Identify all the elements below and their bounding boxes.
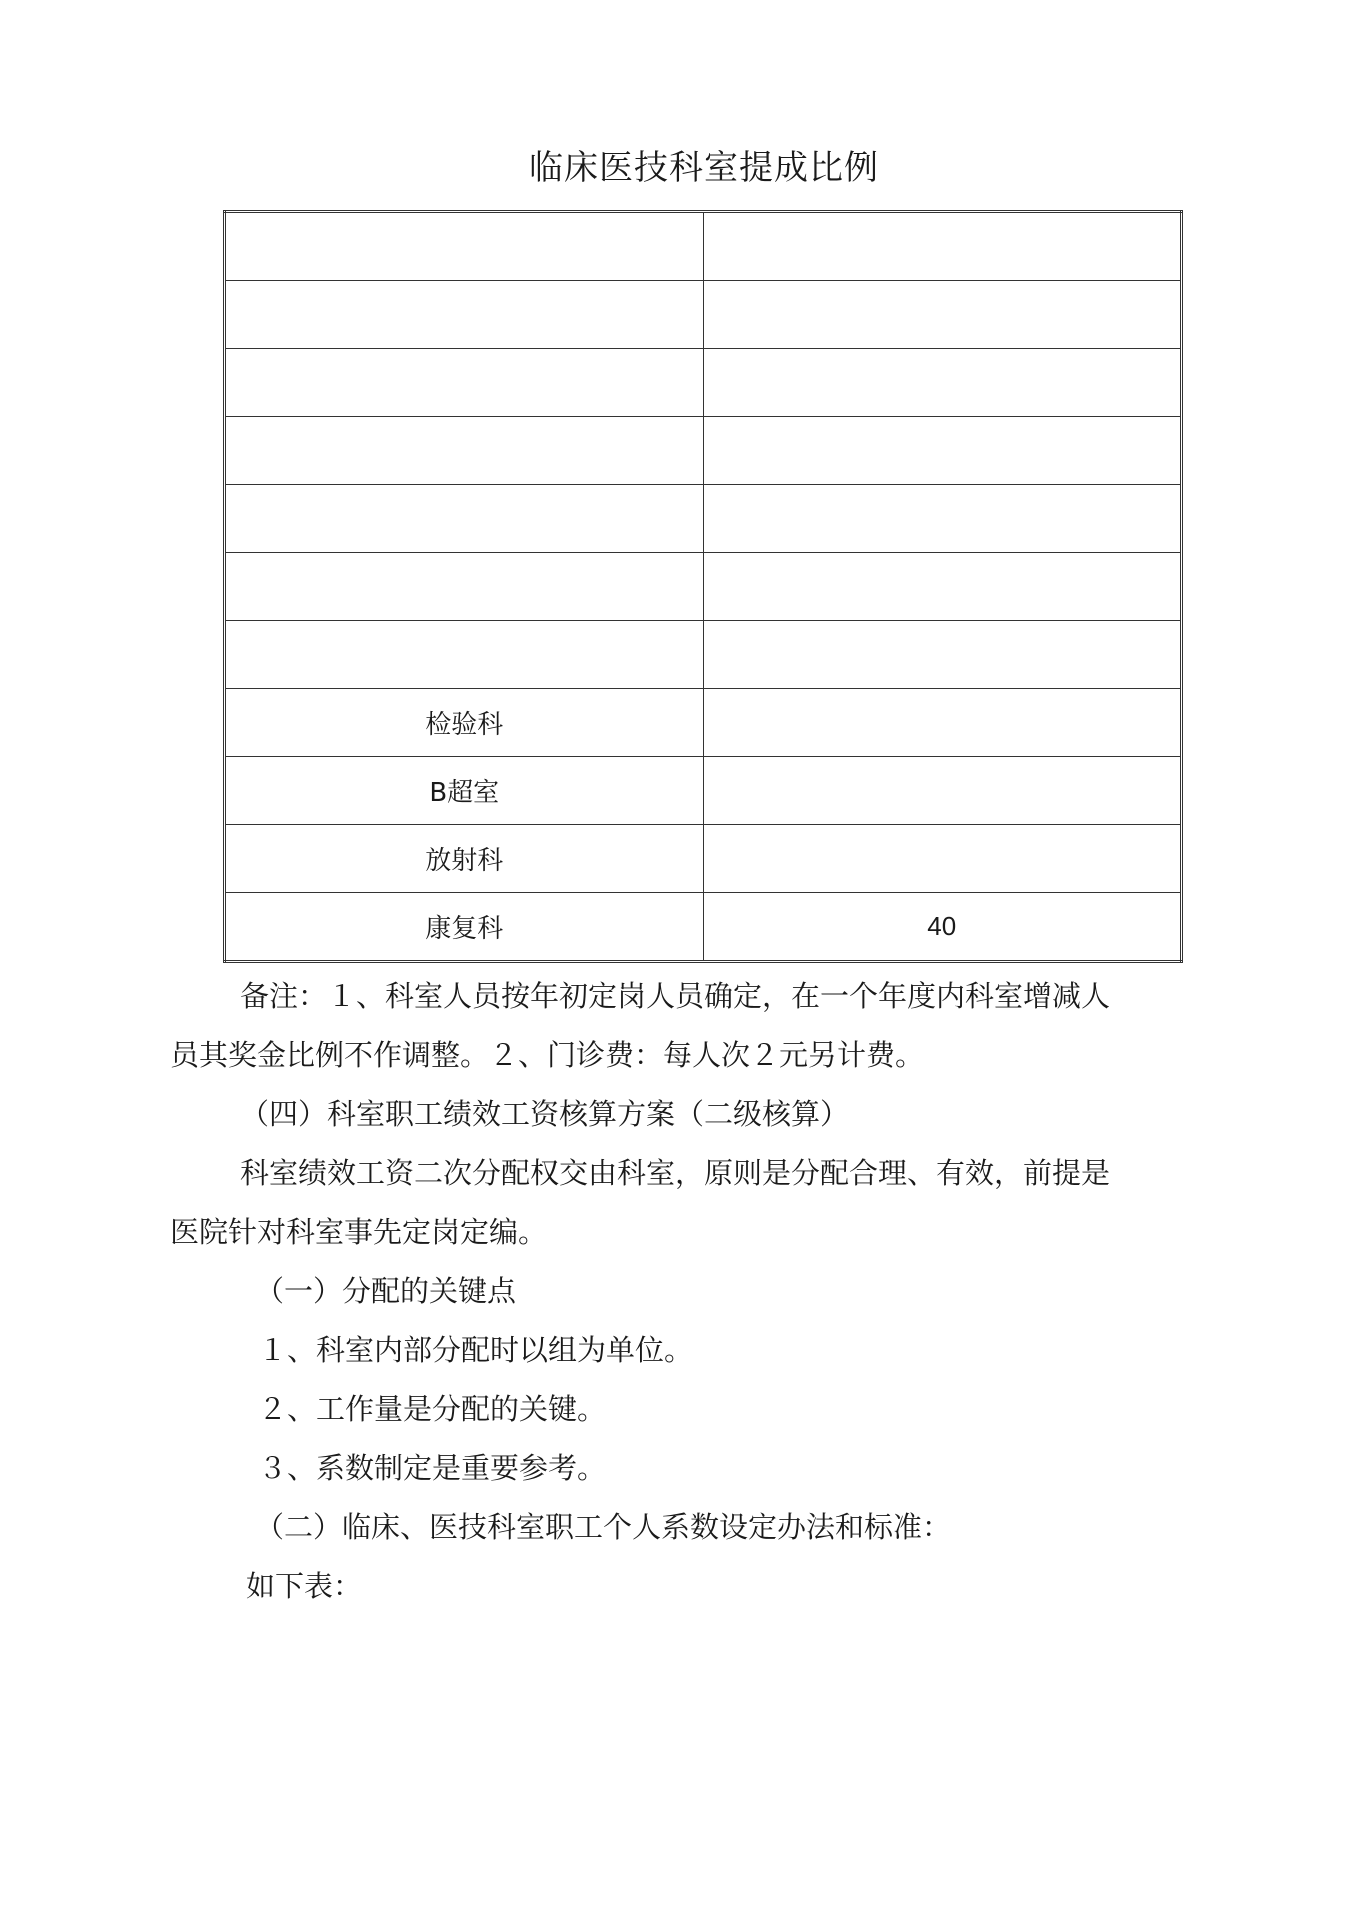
list-item-1: １、科室内部分配时以组为单位。 [258, 1333, 694, 1367]
table-row [225, 757, 1182, 825]
dept-cell [225, 281, 704, 349]
table-row [225, 553, 1182, 621]
dept-cell [225, 553, 704, 621]
ratio-cell [703, 621, 1182, 689]
dept-cell: B超室 [225, 757, 704, 825]
table-row [225, 485, 1182, 553]
ratio-cell [703, 689, 1182, 757]
table-intro: 如下表： [246, 1569, 363, 1603]
dept-cell [225, 349, 704, 417]
ratio-cell [703, 417, 1182, 485]
paragraph-line-1: 科室绩效工资二次分配权交由科室，原则是分配合理、有效，前提是 [240, 1156, 1111, 1190]
ratio-cell [703, 553, 1182, 621]
note-line-1: 备注：１、科室人员按年初定岗人员确定，在一个年度内科室增减人 [240, 979, 1111, 1013]
ratio-table [223, 210, 1183, 963]
ratio-cell: 40 [703, 893, 1182, 962]
table-row [225, 689, 1182, 757]
dept-cell [225, 621, 704, 689]
dept-cell: 康复科 [225, 893, 704, 962]
ratio-cell [703, 212, 1182, 281]
ratio-cell [703, 485, 1182, 553]
table-row [225, 621, 1182, 689]
table-row [225, 212, 1182, 281]
dept-cell: 检验科 [225, 689, 704, 757]
ratio-cell [703, 825, 1182, 893]
dept-cell [225, 212, 704, 281]
subsection-heading-1: （一）分配的关键点 [255, 1274, 517, 1308]
table-row [225, 893, 1182, 962]
table-row [225, 281, 1182, 349]
dept-cell [225, 485, 704, 553]
ratio-cell [703, 349, 1182, 417]
dept-cell [225, 417, 704, 485]
page-title: 临床医技科室提成比例 [529, 148, 879, 188]
paragraph-line-2: 医院针对科室事先定岗定编。 [170, 1215, 548, 1249]
list-item-3: ３、系数制定是重要参考。 [258, 1451, 607, 1485]
dept-cell: 放射科 [225, 825, 704, 893]
subsection-heading-2: （二）临床、医技科室职工个人系数设定办法和标准： [255, 1510, 952, 1544]
section-heading-4: （四）科室职工绩效工资核算方案（二级核算） [240, 1097, 850, 1131]
table-row [225, 417, 1182, 485]
list-item-2: ２、工作量是分配的关键。 [258, 1392, 607, 1426]
table-row [225, 825, 1182, 893]
table-row [225, 349, 1182, 417]
ratio-cell [703, 281, 1182, 349]
ratio-cell [703, 757, 1182, 825]
note-line-2: 员其奖金比例不作调整。２、门诊费：每人次２元另计费。 [170, 1038, 925, 1072]
